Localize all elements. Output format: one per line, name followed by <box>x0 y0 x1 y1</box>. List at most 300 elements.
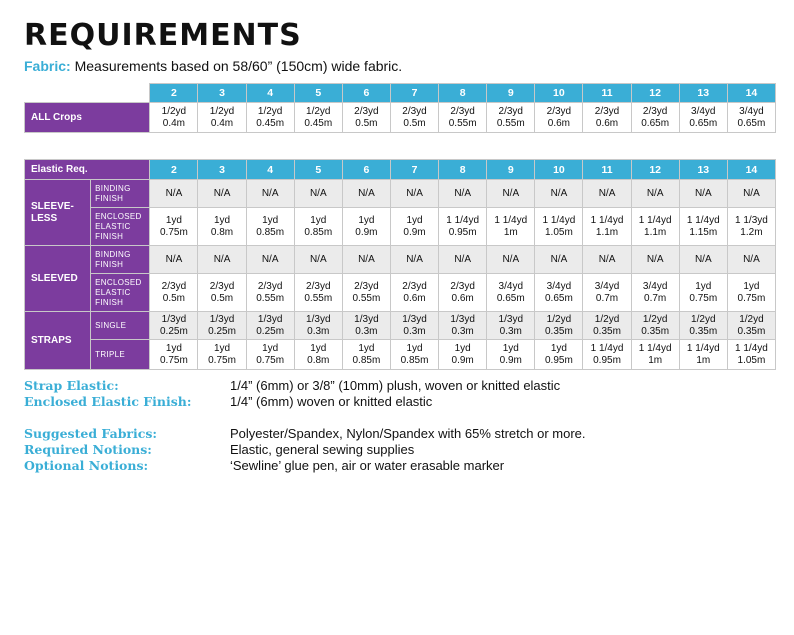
table-cell <box>390 208 438 246</box>
table-cell <box>342 208 390 246</box>
cell-value: 0.85m <box>256 226 285 238</box>
cell-value: 0.6m <box>403 292 426 304</box>
cell-value: 0.9m <box>499 354 522 366</box>
cell-value: 1/3yd <box>450 313 475 325</box>
table-cell <box>631 246 679 274</box>
cell-value: 3/4yd <box>594 280 620 292</box>
table-cell <box>198 340 246 370</box>
cell-value: 0.7m <box>644 292 667 304</box>
cell-value: 1 1/4yd <box>590 214 624 226</box>
table-cell <box>150 208 198 246</box>
note-key: Enclosed Elastic Finish: <box>24 394 192 409</box>
table-cell <box>727 340 775 370</box>
cell-value: 1.15m <box>689 226 718 238</box>
table-cell <box>150 312 198 340</box>
cell-value: 2/3yd <box>498 105 523 117</box>
table-cell <box>294 208 342 246</box>
cell-value: 0.3m <box>403 325 426 337</box>
table-cell <box>727 208 775 246</box>
elastic-req-header: Elastic Req. <box>25 160 150 180</box>
cell-value: N/A <box>550 187 568 199</box>
cell-value: 1yd <box>406 342 423 354</box>
table-cell <box>246 340 294 370</box>
note-value: 1/4” (6mm) woven or knitted elastic <box>230 394 433 409</box>
cell-value: 0.6m <box>595 117 619 129</box>
table-cell <box>583 208 631 246</box>
table-cell <box>439 312 487 340</box>
cell-value: 1/3yd <box>402 313 427 325</box>
table-cell <box>487 180 535 208</box>
size-header-12: 12 <box>631 160 679 180</box>
cell-value: 1/2yd <box>594 313 620 325</box>
cell-value: 1yd <box>165 214 182 226</box>
cell-value: 0.55m <box>256 292 285 304</box>
cell-value: 0.5m <box>162 292 186 304</box>
cell-value: 0.55m <box>448 117 477 129</box>
table-cell <box>679 340 727 370</box>
table-cell <box>198 312 246 340</box>
cell-value: N/A <box>213 187 231 199</box>
cell-value: 1.05m <box>545 226 573 238</box>
size-header-14: 14 <box>727 84 775 103</box>
cell-value: N/A <box>406 187 423 199</box>
cell-value: N/A <box>454 253 471 265</box>
fabric-label: Fabric: <box>24 58 71 74</box>
cell-value: 0.8m <box>307 354 330 366</box>
cell-value: 0.45m <box>256 117 285 129</box>
cell-value: 1/2yd <box>739 313 764 325</box>
table-cell <box>439 274 487 312</box>
cell-value: 2/3yd <box>257 280 283 292</box>
table-cell <box>198 208 246 246</box>
cell-value: N/A <box>550 253 568 265</box>
cell-value: N/A <box>694 187 712 199</box>
cell-value: 0.5m <box>403 117 426 129</box>
cell-value: 2/3yd <box>209 280 235 292</box>
size-header-9: 9 <box>487 84 535 103</box>
cell-value: N/A <box>502 187 520 199</box>
cell-value: 1/2yd <box>691 313 716 325</box>
size-header-3: 3 <box>198 84 246 103</box>
table-cell <box>487 208 535 246</box>
cell-value: 1yd <box>695 280 712 292</box>
size-header-2: 2 <box>150 160 198 180</box>
table-cell <box>294 274 342 312</box>
cell-value: 1yd <box>550 342 567 354</box>
group-label: SLEEVED <box>25 246 91 312</box>
sub-row-label: ENCLOSED ELASTIC FINISH <box>91 274 150 312</box>
table-cell <box>727 312 775 340</box>
table-cell <box>583 340 631 370</box>
table-cell <box>535 246 583 274</box>
cell-value: N/A <box>694 253 712 265</box>
table-cell <box>294 246 342 274</box>
note-value: Elastic, general sewing supplies <box>230 442 415 457</box>
cell-value: 1/3yd <box>257 313 283 325</box>
cell-value: N/A <box>261 187 279 199</box>
cell-value: 0.5m <box>210 292 234 304</box>
cell-value: 0.65m <box>545 292 573 304</box>
cell-value: 0.4m <box>210 117 234 129</box>
size-header-11: 11 <box>583 84 631 103</box>
table-cell <box>390 340 438 370</box>
sub-row-label: BINDING FINISH <box>91 180 150 208</box>
size-header-13: 13 <box>679 84 727 103</box>
cell-value: N/A <box>213 253 231 265</box>
size-header-6: 6 <box>342 84 390 103</box>
cell-value: 1yd <box>406 214 423 226</box>
crops-cell <box>246 103 294 133</box>
crops-cell <box>679 103 727 133</box>
cell-value: 0.6m <box>451 292 474 304</box>
cell-value: 1yd <box>358 214 375 226</box>
crops-cell <box>198 103 246 133</box>
size-header-8: 8 <box>439 160 487 180</box>
cell-value: 1yd <box>165 342 182 354</box>
cell-value: 0.35m <box>737 325 766 337</box>
cell-value: 0.45m <box>304 117 333 129</box>
table-cell <box>342 180 390 208</box>
note-key: Suggested Fabrics: <box>24 426 158 441</box>
cell-value: 0.55m <box>304 292 333 304</box>
cell-value: N/A <box>598 187 616 199</box>
size-header-4: 4 <box>246 84 294 103</box>
table-cell <box>631 208 679 246</box>
crops-cell <box>390 103 438 133</box>
cell-value: N/A <box>502 253 520 265</box>
table-cell <box>727 180 775 208</box>
group-label: STRAPS <box>25 312 91 370</box>
cell-value: 0.3m <box>451 325 474 337</box>
cell-value: 0.65m <box>737 117 766 129</box>
cell-value: 1 1/4yd <box>638 214 672 226</box>
table-cell <box>631 340 679 370</box>
cell-value: 1/2yd <box>642 313 668 325</box>
cell-value: N/A <box>743 253 760 265</box>
cell-value: 1/3yd <box>354 313 379 325</box>
cell-value: 0.75m <box>256 354 285 366</box>
cell-value: 2/3yd <box>354 105 379 117</box>
cell-value: N/A <box>165 187 183 199</box>
table-cell <box>198 246 246 274</box>
cell-value: N/A <box>646 253 664 265</box>
crops-cell <box>727 103 775 133</box>
cell-value: 1 1/4yd <box>542 214 576 226</box>
size-header-14: 14 <box>727 160 775 180</box>
size-header-12: 12 <box>631 84 679 103</box>
cell-value: 0.5m <box>355 117 378 129</box>
row-label-all-crops: ALL Crops <box>25 103 150 133</box>
note-row <box>24 458 784 474</box>
table-cell <box>535 340 583 370</box>
cell-value: 2/3yd <box>402 280 427 292</box>
cell-value: 0.75m <box>160 354 188 366</box>
note-row <box>24 442 784 458</box>
table-cell <box>535 274 583 312</box>
cell-value: 0.25m <box>160 325 188 337</box>
table-cell <box>150 340 198 370</box>
cell-value: 1.1m <box>644 226 667 238</box>
table-cell <box>679 180 727 208</box>
note-key: Optional Notions: <box>24 458 149 473</box>
table-row <box>25 274 776 312</box>
table-cell <box>727 246 775 274</box>
cell-value: 2/3yd <box>402 105 427 117</box>
cell-value: 1.05m <box>737 354 766 366</box>
table-cell <box>535 180 583 208</box>
cell-value: 1/3yd <box>161 313 187 325</box>
note-row <box>24 378 784 394</box>
table-cell <box>294 312 342 340</box>
note-row <box>24 426 784 442</box>
table-cell <box>439 340 487 370</box>
cell-value: N/A <box>743 187 760 199</box>
cell-value: 0.65m <box>496 292 525 304</box>
fabric-text: Measurements based on 58/60” (150cm) wide fabric. <box>74 58 403 74</box>
cell-value: 0.95m <box>545 354 573 366</box>
size-header-2: 2 <box>150 84 198 103</box>
cell-value: N/A <box>406 253 423 265</box>
cell-value: 1m <box>648 354 663 366</box>
table-cell <box>679 312 727 340</box>
size-header-6: 6 <box>342 160 390 180</box>
table-row <box>25 312 776 340</box>
cell-value: 1 1/4yd <box>590 342 624 354</box>
cell-value: 0.9m <box>403 226 426 238</box>
cell-value: 2/3yd <box>450 280 475 292</box>
table-row <box>25 246 776 274</box>
cell-value: 1 1/4yd <box>735 342 768 354</box>
size-header-3: 3 <box>198 160 246 180</box>
table-cell <box>487 274 535 312</box>
cell-value: 1 1/4yd <box>686 342 720 354</box>
table-cell <box>198 180 246 208</box>
cell-value: 0.4m <box>162 117 185 129</box>
cell-value: N/A <box>358 253 375 265</box>
table-cell <box>246 312 294 340</box>
cell-value: 0.75m <box>160 226 188 238</box>
cell-value: 0.9m <box>355 226 378 238</box>
table-cell <box>150 180 198 208</box>
cell-value: 0.55m <box>352 292 381 304</box>
size-header-5: 5 <box>294 160 342 180</box>
table-cell <box>439 208 487 246</box>
cell-value: 1yd <box>454 342 471 354</box>
table-cell <box>583 246 631 274</box>
cell-value: 1 1/4yd <box>446 214 480 226</box>
note-key: Strap Elastic: <box>24 378 119 393</box>
crops-cell <box>342 103 390 133</box>
size-header-10: 10 <box>535 84 583 103</box>
cell-value: 0.55m <box>496 117 525 129</box>
cell-value: N/A <box>309 253 327 265</box>
cell-value: 0.6m <box>547 117 570 129</box>
cell-value: 2/3yd <box>450 105 475 117</box>
table-cell <box>294 340 342 370</box>
group-label: SLEEVE-LESS <box>25 180 91 246</box>
size-header-4: 4 <box>246 160 294 180</box>
sub-row-label: TRIPLE <box>91 340 150 370</box>
table-cell <box>246 246 294 274</box>
table-cell <box>487 312 535 340</box>
table-cell <box>342 246 390 274</box>
cell-value: 0.95m <box>448 226 477 238</box>
cell-value: 1/2yd <box>546 313 572 325</box>
table-corner <box>25 84 150 103</box>
cell-value: 3/4yd <box>691 105 716 117</box>
cell-value: 0.8m <box>210 226 234 238</box>
cell-value: 2/3yd <box>546 105 572 117</box>
table-row <box>25 180 776 208</box>
table-cell <box>439 246 487 274</box>
cell-value: 1yd <box>310 342 327 354</box>
cell-value: 1yd <box>213 214 231 226</box>
cell-value: 1/3yd <box>209 313 235 325</box>
fabric-note <box>24 58 402 74</box>
table-cell <box>583 312 631 340</box>
cell-value: 0.25m <box>256 325 285 337</box>
cell-value: 3/4yd <box>739 105 764 117</box>
cell-value: 1/2yd <box>257 105 283 117</box>
cell-value: 2/3yd <box>306 280 331 292</box>
cell-value: 1yd <box>502 342 519 354</box>
table-cell <box>583 180 631 208</box>
cell-value: 0.75m <box>737 292 766 304</box>
table-cell <box>246 208 294 246</box>
cell-value: 1 1/4yd <box>686 214 720 226</box>
sub-row-label: BINDING FINISH <box>91 246 150 274</box>
cell-value: 1/3yd <box>498 313 524 325</box>
cell-value: 1yd <box>262 342 279 354</box>
sub-row-label: SINGLE <box>91 312 150 340</box>
cell-value: 2/3yd <box>642 105 668 117</box>
cell-value: 1/2yd <box>209 105 235 117</box>
table-cell <box>487 246 535 274</box>
cell-value: 0.35m <box>593 325 621 337</box>
table-cell <box>583 274 631 312</box>
cell-value: N/A <box>309 187 327 199</box>
crops-cell <box>439 103 487 133</box>
table-cell <box>631 274 679 312</box>
cell-value: 0.7m <box>595 292 619 304</box>
size-header-5: 5 <box>294 84 342 103</box>
cell-value: 0.75m <box>689 292 718 304</box>
table-cell <box>342 312 390 340</box>
table-row <box>25 208 776 246</box>
cell-value: N/A <box>598 253 616 265</box>
cell-value: 0.95m <box>593 354 621 366</box>
cell-value: 1/3yd <box>306 313 331 325</box>
cell-value: 1yd <box>262 214 279 226</box>
crops-cell <box>487 103 535 133</box>
elastic-requirements-table <box>24 159 776 370</box>
table-cell <box>631 180 679 208</box>
table-cell <box>679 208 727 246</box>
note-value: ‘Sewline’ glue pen, air or water erasable marker <box>230 458 505 473</box>
note-value: Polyester/Spandex, Nylon/Spandex with 65% stretch or more. <box>230 426 586 441</box>
cell-value: 1yd <box>310 214 327 226</box>
crops-cell <box>535 103 583 133</box>
cell-value: 0.35m <box>545 325 573 337</box>
cell-value: 0.3m <box>307 325 330 337</box>
cell-value: 0.65m <box>641 117 670 129</box>
table-cell <box>150 274 198 312</box>
size-header-13: 13 <box>679 160 727 180</box>
cell-value: 0.85m <box>400 354 429 366</box>
table-cell <box>390 180 438 208</box>
cell-value: 1.2m <box>740 226 763 238</box>
crops-cell <box>583 103 631 133</box>
cell-value: 1yd <box>743 280 760 292</box>
crops-fabric-table <box>24 83 776 133</box>
cell-value: N/A <box>454 187 471 199</box>
table-cell <box>198 274 246 312</box>
cell-value: 3/4yd <box>642 280 668 292</box>
cell-value: 0.85m <box>304 226 333 238</box>
cell-value: 3/4yd <box>546 280 572 292</box>
cell-value: 1yd <box>358 342 375 354</box>
cell-value: 0.75m <box>208 354 236 366</box>
table-cell <box>439 180 487 208</box>
cell-value: 0.25m <box>208 325 236 337</box>
table-cell <box>390 274 438 312</box>
table-cell <box>487 340 535 370</box>
cell-value: 0.65m <box>689 117 718 129</box>
cell-value: 1 1/3yd <box>735 214 768 226</box>
cell-value: 0.3m <box>355 325 378 337</box>
cell-value: 1yd <box>213 342 231 354</box>
cell-value: 1 1/4yd <box>494 214 528 226</box>
table-cell <box>390 312 438 340</box>
table-row <box>25 340 776 370</box>
crops-cell <box>150 103 198 133</box>
cell-value: 2/3yd <box>161 280 187 292</box>
size-header-11: 11 <box>583 160 631 180</box>
crops-cell <box>631 103 679 133</box>
crops-cell <box>294 103 342 133</box>
cell-value: 1/2yd <box>306 105 331 117</box>
cell-value: 1 1/4yd <box>638 342 672 354</box>
cell-value: N/A <box>261 253 279 265</box>
size-header-10: 10 <box>535 160 583 180</box>
cell-value: 1.1m <box>595 226 619 238</box>
cell-value: 0.9m <box>451 354 474 366</box>
cell-value: N/A <box>165 253 183 265</box>
table-cell <box>150 246 198 274</box>
note-row <box>24 394 784 410</box>
size-header-9: 9 <box>487 160 535 180</box>
cell-value: N/A <box>646 187 664 199</box>
table-cell <box>631 312 679 340</box>
size-header-7: 7 <box>390 160 438 180</box>
table-cell <box>679 246 727 274</box>
cell-value: 0.35m <box>689 325 718 337</box>
cell-value: 3/4yd <box>498 280 524 292</box>
cell-value: 2/3yd <box>594 105 620 117</box>
cell-value: 1m <box>503 226 518 238</box>
note-key: Required Notions: <box>24 442 152 457</box>
table-cell <box>246 180 294 208</box>
size-header-7: 7 <box>390 84 438 103</box>
table-cell <box>294 180 342 208</box>
cell-value: 0.85m <box>352 354 381 366</box>
table-cell <box>342 340 390 370</box>
page-title: REQUIREMENTS <box>24 18 302 53</box>
sub-row-label: ENCLOSED ELASTIC FINISH <box>91 208 150 246</box>
table-cell <box>679 274 727 312</box>
cell-value: 1m <box>696 354 711 366</box>
table-cell <box>535 312 583 340</box>
